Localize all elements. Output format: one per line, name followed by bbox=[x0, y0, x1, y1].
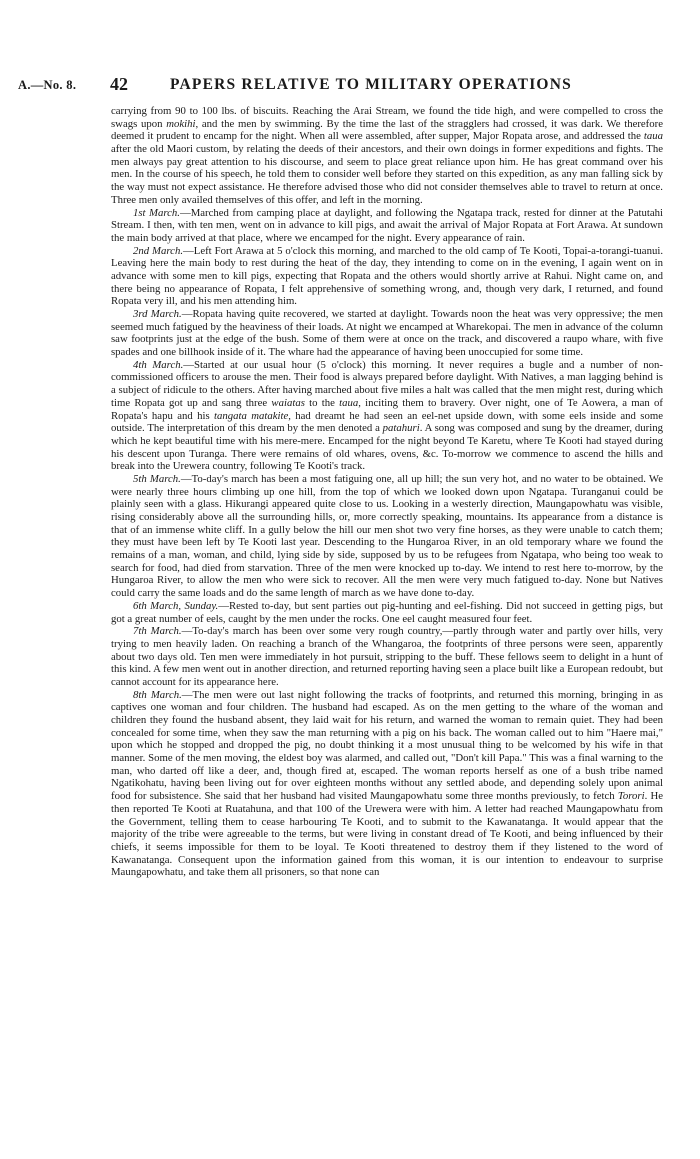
maori-term: mokihi bbox=[166, 117, 196, 130]
text-run: Rested to-day, but sent parties out pig-hunting and eel-fishing. Did not succeed in getting pigs, but got a great number of eels, caught by the men under the rocks. One eel caught measured four feet. bbox=[111, 599, 663, 625]
page-number: 42 bbox=[110, 74, 128, 94]
diary-entry: 8th March.—The men were out last night following the tracks of footprints, and returned this morning, bringing in as captives one woman and four children. The husband had escaped. As on the men getting to the whare of the woman and children they found the husband absent, they laid wait for his return, and warned the woman to remain quiet. They had been concealed for some time, when they saw the man returning with a pig on his back. The woman called out to him "Haere mai," upon which he stopped and dropped the pig, no doubt thinking it a most unusual thing to be welcomed by his wife in that manner. Some of the men moving, the eldest boy was alarmed, and called out, "Don't kill Papa." This was a final warning to the man, who darted off like a deer, and, though fired at, escaped. The woman reports herself as one of a bush tribe named Ngatikohatu, having been living out for over eighteen months without any settled abode, and depending solely upon animal food for subsistence. She said that her husband had visited Maungapowhatu some three months previously, to fetch Torori. He then reported Te Kooti at Ruatahuna, and that 100 of the Urewera were with him. A letter had reached Maungapowhatu from the Government, telling them to cease harbouring Te Kooti, and to submit to the Kawanatanga. It would appear that the majority of the tribe were agreeable to the terms, but were living in constant dread of Te Kooti, and being influenced by their chiefs, it seems impossible for them to be loyal. Te Kooti threatened to destroy them if they listened to the word of Kawanatanga. Consequent upon the information gained from this woman, it is our intention to endeavour to surprise Maungapowhatu, and take them all prisoners, so that none can bbox=[111, 688, 663, 879]
body-text bbox=[111, 105, 663, 879]
entry-date: 2nd March. bbox=[133, 244, 184, 257]
text-run: . He then reported Te Kooti at Ruatahuna, and that 100 of the Urewera were with him. A letter had reached Maungapowhatu from the Government, telling them to cease harbouring Te Kooti, and to submit to the Kawanatanga. It would appear that the majority of the tribe were agreeable to the terms, but were living in constant dread of Te Kooti, and being influenced by their chiefs, it seems impossible for them to be loyal. Te Kooti threatened to destroy them if they listened to the word of Kawanatanga. Consequent upon the information gained from this woman, it is our intention to endeavour to surprise Maungapowhatu, and take them all prisoners, so that none can bbox=[111, 790, 663, 879]
text-run: To-day's march has been over some very rough country,—partly through water and partly over hills, very trying to men heavily laden. On reaching a branch of the Whangaroa, the footprints of three persons were seen, apparently about two days old. Ten men were immediately in hot pursuit, stripping to the buff. These fellows seem to delight in a hunt of this kind. A few men went out in another direction, and returned reporting having seen a place built like a European redoubt, but cannot account for its appearance here. bbox=[111, 625, 663, 688]
entry-date: 1st March. bbox=[133, 206, 180, 219]
entry-date: 5th March. bbox=[133, 472, 181, 485]
maori-term: Torori bbox=[617, 790, 645, 803]
diary-entry: 5th March.—To-day's march has been a most fatiguing one, all up hill; the sun very hot, and no water to be obtained. We were nearly three hours climbing up one hill, from the top of which we looked down upon Ngatapa. Turanganui could be plainly seen with a glass. Hikurangi appeared quite close to us. Looking in a westerly direction, Maungapowhatu was visible, rising considerably above all the surrounding hills, or, more correctly speaking, mountains. Its appearance from a distance is that of an immense white cliff. In a gully below the hill our men shot two very fine horses, as they were unable to catch them; they must have been left by Te Kooti last year. Descending to the Hungaroa River, in an old temporary whare we found the remains of a man, woman, and child, lying side by side, supposed by us to be refugees from Ngatapa, who being too weak to search for food, had died from starvation. Three of the men were knocked up to-day. We intend to rest here to-morrow, by the Hungaroa River, to allow the men who were sick to recover. All the men were very much fatigued to-day. None but Natives could carry the same loads and do the same length of march as we have done to-day. bbox=[111, 472, 663, 600]
text-run: Left Fort Arawa at 5 o'clock this morning, and marched to the old camp of Te Kooti, Topai-a-torangi-tuanui. Leaving here the main body to rest during the heat of the day, they intending to come on in the evening, I again went on in advance with some men to kill pigs, expecting that Ropata and the others would shortly arrive at Rahui. Night came on, and there being no appearance of Ropata, I felt apprehensive of something wrong, and, though very dark, I returned, and found Ropata very ill, and his men attending him. bbox=[111, 244, 664, 308]
diary-entry: 6th March, Sunday.—Rested to-day, but sent parties out pig-hunting and eel-fishing. Did not succeed in getting pigs, but got a great number of eels, caught by the men under the rocks. One eel caught measured four feet. bbox=[111, 599, 663, 625]
entry-date: 8th March. bbox=[133, 688, 182, 701]
maori-term: taua bbox=[339, 396, 359, 409]
text-run: To-day's march has been a most fatiguing one, all up hill; the sun very hot, and no water to be obtained. We were nearly three hours climbing up one hill, from the top of which we looked down upon Ngatapa. Turanganui could be plainly seen with a glass. Hikurangi appeared quite close to us. Looking in a westerly direction, Maungapowhatu was visible, rising considerably above all the surrounding hills, or, more correctly speaking, mountains. Its appearance from a distance is that of an immense white cliff. In a gully below the hill our men shot two very fine horses, as they were unable to catch them; they must have been left by Te Kooti last year. Descending to the Hungaroa River, in an old temporary whare we found the remains of a man, woman, and child, lying side by side, supposed by us to be refugees from Ngatapa, who being too weak to search for food, had died from starvation. Three of the men were knocked up to-day. We intend to rest here to-morrow, by the Hungaroa River, to allow the men who were sick to recover. All the men were very much fatigued to-day. None but Natives could carry the same loads and do the same length of march as we have done to-day. bbox=[111, 472, 663, 600]
diary-entry: 4th March.—Started at our usual hour (5 o'clock) this morning. It never requires a bugle and a number of non-commissioned officers to arouse the men. Their food is always prepared before daylight. With Natives, a man lagging behind is a subject of ridicule to the others. After having marched about five miles a halt was called that the men might rest, during which time Ropata got up and sang three waiatas to the taua, inciting them to bravery. Over night, one of Te Aowera, a man of Ropata's hapu and his tangata matakite, had dreamt he had seen an eel-net upside down, with some eels inside and some outside. The interpretation of this dream by the men denoted a patahuri. A song was composed and sung by the dreamer, during which he kept beautiful time with his mere-mere. Encamped for the night beyond Te Karetu, where Te Kooti had stayed during his descent upon Turanga. There were remains of old whares, ovens, &c. To-morrow we commence to ascend the hills and break into the Urewera country, following Te Kooti's track. bbox=[111, 358, 664, 473]
running-title: PAPERS RELATIVE TO MILITARY OPERATIONS bbox=[170, 76, 572, 93]
maori-term: patahuri bbox=[382, 422, 420, 435]
text-run: Ropata having quite recovered, we started at daylight. Towards noon the heat was very oppressive; the men seemed much fatigued by the heaviness of their loads. At night we encamped at Wharekopai. The men in advance of the column saw footprints just at the edge of the bush. Some of them were at once on the track, and discovered a raupo whare, with five spades and one billhook inside of it. The whare had the appearance of having been unoccupied for some time. bbox=[111, 308, 663, 359]
series-number: A.—No. 8. bbox=[18, 78, 77, 92]
diary-entry: 1st March.—Marched from camping place at daylight, and following the Ngatapa track, rested for dinner at the Patutahi Stream. I then, with ten men, went on in advance to kill pigs, and await the arrival of Major Ropata at Fort Arawa. At sundown the main body arrived at that place, where we encamped for the night. Every appearance of rain. bbox=[111, 206, 663, 244]
text-run: . A song was composed and sung by the dreamer, during which he kept beautiful time with his mere-mere. Encamped for the night beyond Te Karetu, where Te Kooti had stayed during his descent upon Turanga. There were remains of old whares, ovens, &c. To-morrow we commence to ascend the hills and break into the Urewera country, following Te Kooti's track. bbox=[111, 422, 663, 473]
text-run: to the bbox=[304, 396, 340, 409]
text-run: carrying from 90 to 100 lbs. of biscuits. Reaching the Arai Stream, we found the tide high, and were compelled to cross the swags upon bbox=[111, 105, 663, 130]
entry-date: 7th March. bbox=[133, 625, 182, 638]
diary-entry: 3rd March.—Ropata having quite recovered, we started at daylight. Towards noon the heat was very oppressive; the men seemed much fatigued by the heaviness of their loads. At night we encamped at Wharekopai. The men in advance of the column saw footprints just at the edge of the bush. Some of them were at once on the track, and discovered a raupo whare, with five spades and one billhook inside of it. The whare had the appearance of having been unoccupied for some time. bbox=[111, 308, 663, 359]
text-run: , inciting them to bravery. Over night, one of Te Aowera, a man of Ropata's hapu and his bbox=[111, 396, 664, 422]
text-run: , and the men by swimming. By the time the last of the stragglers had crossed, it was dark. We therefore deemed it prudent to encamp for the night. When all were assembled, after supper, Major Ropata arose, and addressed the bbox=[111, 117, 663, 143]
diary-entry: 2nd March.—Left Fort Arawa at 5 o'clock this morning, and marched to the old camp of Te Kooti, Topai-a-torangi-tuanui. Leaving here the main body to rest during the heat of the day, they intending to come on in the evening, I again went on in advance with some men to kill pigs, expecting that Ropata and the others would shortly arrive at Rahui. Night came on, and there being no appearance of Ropata, I felt apprehensive of something wrong, and, though very dark, I returned, and found Ropata very ill, and his men attending him. bbox=[111, 244, 664, 308]
maori-term: waiatas bbox=[271, 396, 305, 409]
page-header bbox=[0, 76, 700, 96]
text-run: after the old Maori custom, by relating the deeds of their ancestors, and their own doings in former expeditions and fights. The men always pay great attention to his discourse, and seem to place great reliance upon him. He has great command over his men. In the course of his speech, he told them to consider well before they started on this expedition, as any man falling sick by the way must not expect assistance. He therefore advised those who did not consider themselves able to travel to return at once. Three men only availed themselves of this offer, and left in the morning. bbox=[111, 143, 663, 206]
maori-term: tangata matakite bbox=[214, 409, 289, 422]
entry-date: 3rd March. bbox=[133, 308, 182, 320]
maori-term: taua bbox=[643, 130, 663, 143]
entry-date: 6th March, Sunday. bbox=[133, 599, 219, 612]
text-run: , had dreamt he had seen an eel-net upside down, with some eels inside and some outside. The interpretation of this dream by the men denoted a bbox=[111, 409, 663, 435]
text-run: Marched from camping place at daylight, and following the Ngatapa track, rested for dinner at the Patutahi Stream. I then, with ten men, went on in advance to kill pigs, and await the arrival of Major Ropata at Fort Arawa. At sundown the main body arrived at that place, where we encamped for the night. Every appearance of rain. bbox=[111, 206, 663, 244]
text-run: Started at our usual hour (5 o'clock) this morning. It never requires a bugle and a number of non-commissioned officers to arouse the men. Their food is always prepared before daylight. With Natives, a man lagging behind is a subject of ridicule to the others. After having marched about five miles a halt was called that the men might rest, during which time Ropata got up and sang three bbox=[111, 358, 664, 409]
paragraph-continued bbox=[111, 105, 663, 207]
entry-date: 4th March. bbox=[133, 358, 184, 371]
diary-entry: 7th March.—To-day's march has been over some very rough country,—partly through water and partly over hills, very trying to men heavily laden. On reaching a branch of the Whangaroa, the footprints of three persons were seen, apparently about two days old. Ten men were immediately in hot pursuit, stripping to the buff. These fellows seem to delight in a hunt of this kind. A few men went out in another direction, and returned reporting having seen a place built like a European redoubt, but cannot account for its appearance here. bbox=[111, 625, 663, 688]
text-run: The men were out last night following the tracks of footprints, and returned this morning, bringing in as captives one woman and four children. The husband had escaped. As on the men getting to the whare of the woman and children they found the husband absent, they laid wait for his return, and warned the woman to remain quiet. They had been concealed for some time, when they saw the man returning with a pig on his back. The woman called out to him "Haere mai," upon which he stopped and dropped the pig, no doubt thinking it a most unusual thing to be welcomed by his wife in that manner. Some of the men moving, the eldest boy was alarmed, and called out, "Don't kill Papa." This was a final warning to the man, who darted off like a deer, and, though fired at, escaped. The woman reports herself as one of a bush tribe named Ngatikohatu, having been living out for over eighteen months without any settled abode, and depending solely upon animal food for subsistence. She said that her husband had visited Maungapowhatu some three months previously, to fetch bbox=[111, 688, 663, 803]
